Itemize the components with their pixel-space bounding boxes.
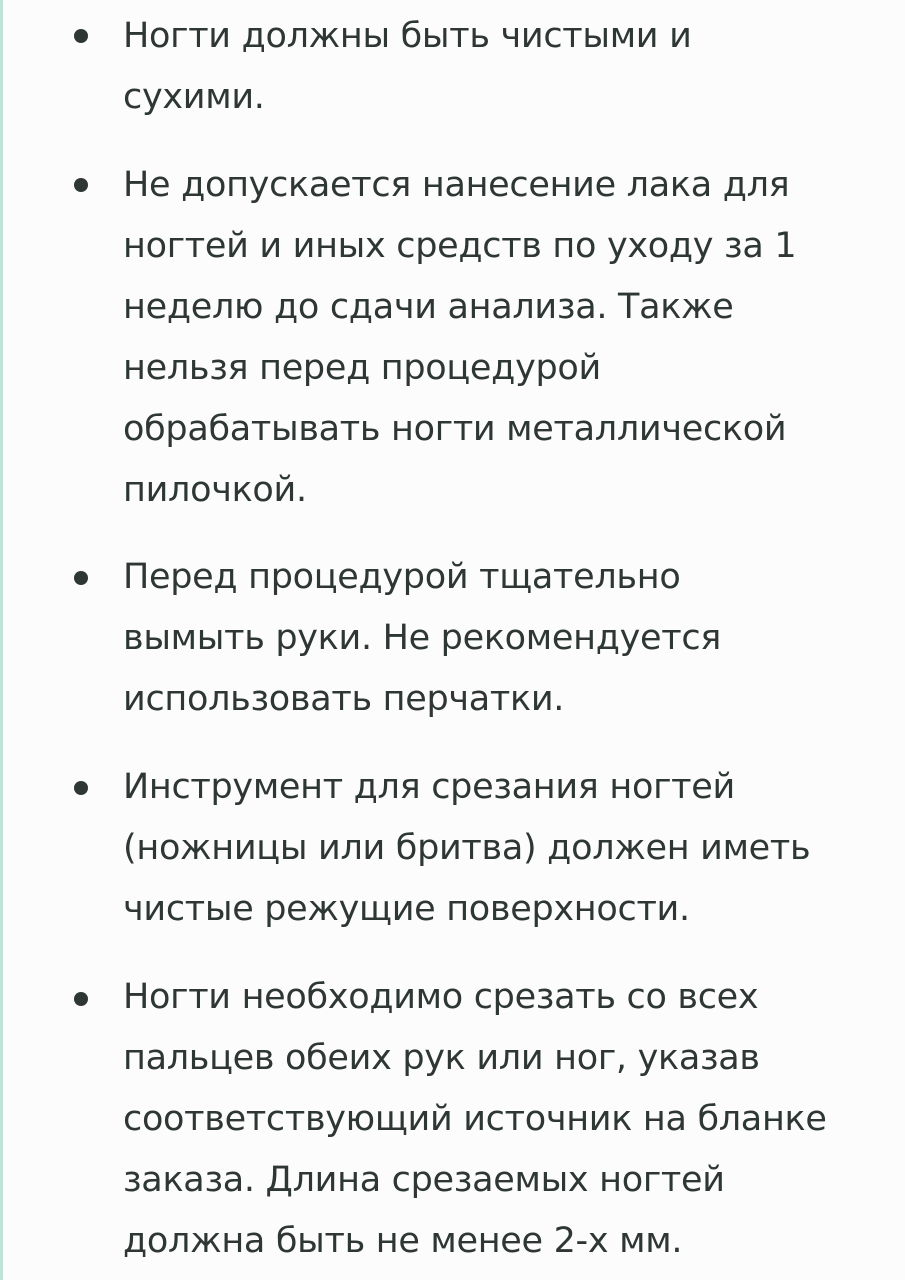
list-item-text: Ногти необходимо срезать со всех пальцев обеих рук или ног, указав соответствующий источник на бланке заказа. Длина срезаемых ногтей должна быть не менее 2-х мм. bbox=[123, 977, 827, 1261]
left-border bbox=[0, 0, 3, 1280]
bullet-icon bbox=[74, 571, 88, 585]
bullet-icon bbox=[74, 781, 88, 795]
list-item-text: Перед процедурой тщательно вымыть руки. Не рекомендуется использовать перчатки. bbox=[123, 557, 722, 719]
bullet-icon bbox=[74, 178, 88, 192]
bullet-icon bbox=[74, 992, 88, 1006]
list-item-text: Инструмент для срезания ногтей (ножницы или бритва) должен иметь чистые режущие поверхности. bbox=[123, 767, 811, 929]
bullet-icon bbox=[74, 29, 88, 43]
list-item-text: Не допускается нанесение лака для ногтей и иных средств по уходу за 1 неделю до сдачи анализа. Также нельзя перед процедурой обрабатывать ногти металлической пилочкой. bbox=[123, 165, 797, 510]
list-item-text: Ногти должны быть чистыми и сухими. bbox=[123, 16, 692, 117]
